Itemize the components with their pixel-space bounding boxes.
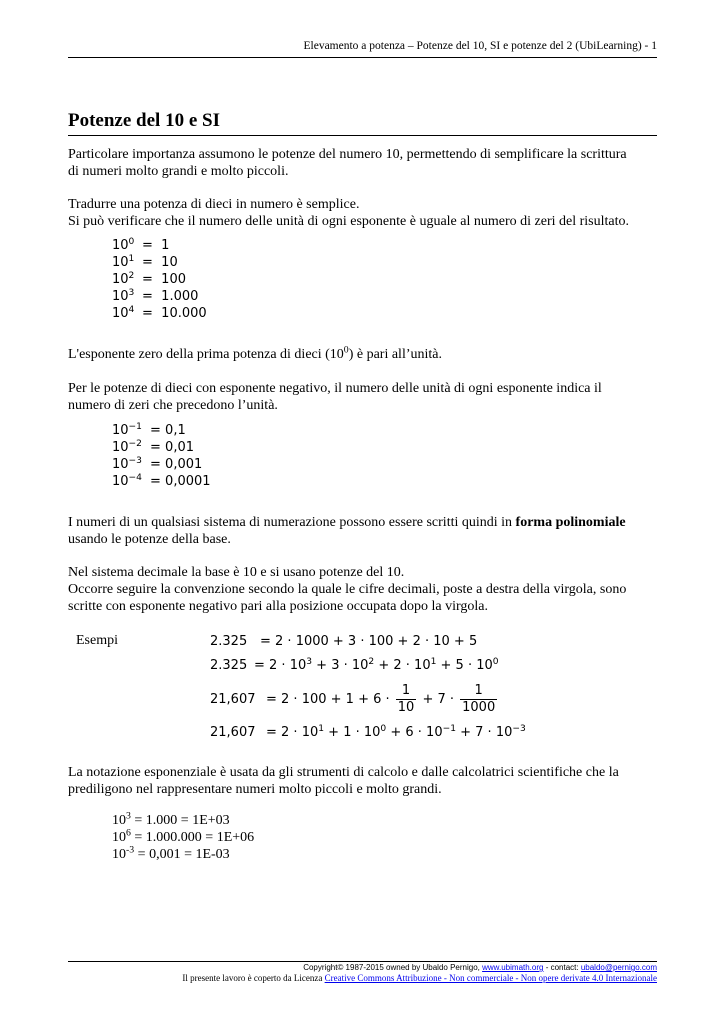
decimal-system-paragraph: Nel sistema decimale la base è 10 e si usano potenze del 10. Occorre seguire la convenzione secondo la quale le cifre decimali, poste a destra della virgola, sono scritte con esponente negativo pari alla posizione occupata dopo la virgola. — [68, 565, 627, 614]
license-link[interactable]: Creative Commons Attribuzione - Non commerciale - Non opere derivate 4.0 Internazionale — [324, 973, 657, 983]
email-link[interactable]: ubaldo@pernigo.com — [580, 963, 657, 972]
bold-term: forma polinomiale — [515, 515, 626, 530]
footer-divider — [68, 961, 657, 962]
polynomial-paragraph: I numeri di un qualsiasi sistema di numerazione possono essere scritti quindi in forma polinomiale usando le potenze della base. — [68, 515, 626, 547]
site-link[interactable]: www.ubimath.org — [482, 963, 544, 972]
negative-powers-paragraph: Per le potenze di dieci con esponente negativo, il numero delle unità di ogni esponente indica il numero di zeri che precedono l’unità. — [68, 381, 602, 413]
page-header: Elevamento a potenza – Potenze del 10, SI e potenze del 2 (UbiLearning) - 1 — [68, 40, 657, 58]
sci-notation-row: $10^6 = 1.000.000 = 1E+06$ — [112, 827, 255, 845]
document-page: Elevamento a potenza – Potenze del 10, SI e potenze del 2 (UbiLearning) - 1 Potenze del 10 e SI Particolare importanza assumono le potenze del numero 10, permettendo di semplificare la scrittura di numeri molto grandi e molto piccoli. Tradurre una potenza di dieci in numero è semplice. Si può verificare che il numero delle unità di ogni esponente è uguale al numero di zeri del risultato. $10^0$ = 1 $10^1$ = 10 $10^2$ = 100 $10^3$ = 1.000 $10^4$ = 10.000 L'esponente zero della prima potenza di dieci $(10^0)$ è pari all’unità. Per le potenze di dieci con esponente negativo, il numero delle unità di ogni esponente indica il numero di zeri che precedono l’unità. $10^{-1}$ = 0,1 $10^{-2}$ = 0,01 $10^{-3}$ = 0,001 $10^{-4}$ = 0,0001 I numeri di un qualsiasi sistema di numerazione possono essere scritti quindi in forma polinomiale usando le potenze della base. Nel sistema decimale la base è 10 e si usano potenze del 10. Occorre seguire la convenzione secondo la quale le cifre decimali, poste a destra della virgola, sono scritte con esponente negativo pari alla posizione occupata dopo la virgola. Esempi 2.325 = 2 · 1000 + 3 · 100 + 2 · 10 + 5 2.325 = $2 \cdot 10^3 + 3 \cdot 10^2 + 2 \cdot 10^1 + 5 \cdot 10^0$ 21,607 = 2 · 100 + 1 + 6 · $\frac{1}{10}$ + 7 · $\frac{1}{1000}$ 21,607 = $2 \cdot 10^1 + 1 \cdot 10^0 + 6 \cdot 10^{-1} + 7 \cdot 10^{-3}$ La notazione esponenziale è usata da gli strumenti di calcolo e dalle calcolatrici scientifiche che la prediligono nel rappresentare numeri molto piccoli e molto grandi. $10^3 = 1.000 = 1E+03$ $10^6 = 1.000.000 = 1E+06$ $10^{-3} = 0,001 = 1E-03$ Copyright© 1987-2015 owned by Ubaldo Pernigo, www.ubimath.org - contact: ubaldo@pernigo.com Il presente lavoro è coperto da Licenza Creative Commons Attribuzione - Non commerciale - Non opere derivate 4.0 Internazionale — [0, 0, 725, 1024]
sci-notation-row: $10^3 = 1.000 = 1E+03$ — [112, 810, 230, 828]
zero-exponent-paragraph: L'esponente zero della prima potenza di dieci $(10^0)$ è pari all’unità. — [68, 344, 442, 362]
section-title: Potenze del 10 e SI — [68, 110, 657, 136]
sci-notation-row: $10^{-3} = 0,001 = 1E-03$ — [112, 844, 230, 862]
license-line: Il presente lavoro è coperto da Licenza Creative Commons Attribuzione - Non commerciale - Non opere derivate 4.0 Internazionale — [182, 973, 657, 983]
fraction: $\frac{1}{1000}$ — [462, 683, 496, 715]
fraction: $\frac{1}{10}$ — [397, 683, 415, 715]
copyright-line: Copyright© 1987-2015 owned by Ubaldo Pernigo, www.ubimath.org - contact: ubaldo@pernigo.com — [303, 963, 657, 972]
intro-paragraph: Particolare importanza assumono le potenze del numero 10, permettendo di semplificare la scrittura di numeri molto grandi e molto piccoli. — [68, 147, 627, 179]
examples-label: Esempi — [76, 633, 118, 648]
translate-paragraph: Tradurre una potenza di dieci in numero è semplice. Si può verificare che il numero delle unità di ogni esponente è uguale al numero di zeri del risultato. — [68, 197, 629, 229]
scientific-notation-list — [112, 812, 254, 863]
exponential-notation-paragraph: La notazione esponenziale è usata da gli strumenti di calcolo e dalle calcolatrici scientifiche che la prediligono nel rappresentare numeri molto piccoli e molto grandi. — [68, 765, 619, 797]
